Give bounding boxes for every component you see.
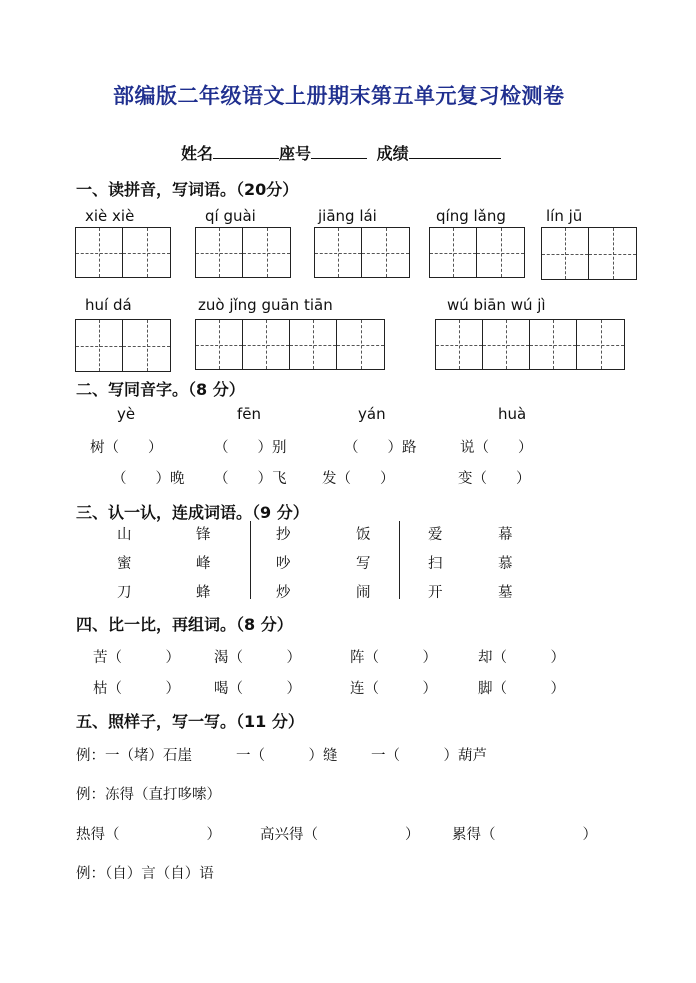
word-compare-item[interactable]: 喝（ ）: [214, 681, 301, 697]
de-phrase-question[interactable]: 热得（ ）: [76, 827, 221, 843]
word-compare-item[interactable]: 渴（ ）: [214, 650, 301, 666]
pinyin-hua: huà: [498, 405, 527, 423]
writing-grid-qiguai[interactable]: [195, 227, 291, 278]
seat-blank[interactable]: [311, 142, 367, 159]
de-phrase-question[interactable]: 高兴得（ ）: [260, 827, 420, 843]
match-char[interactable]: 墓: [498, 585, 513, 601]
writing-grid-qinglang[interactable]: [429, 227, 525, 278]
word-compare-item[interactable]: 脚（ ）: [478, 681, 565, 697]
score-label: 成绩: [376, 144, 409, 163]
homophone-item[interactable]: 发（ ）: [322, 471, 395, 487]
match-char[interactable]: 闹: [356, 585, 371, 601]
pinyin-qinglang: qíng lǎng: [436, 207, 506, 225]
match-char[interactable]: 吵: [276, 556, 291, 572]
pinyin-fen: fēn: [237, 405, 262, 423]
example-idiom: 例：（自）言（自）语: [76, 866, 214, 882]
match-char[interactable]: 山: [117, 527, 132, 543]
match-char[interactable]: 扫: [428, 556, 443, 572]
writing-grid-xiexie[interactable]: [75, 227, 171, 278]
match-char[interactable]: 蜂: [196, 585, 211, 601]
match-char[interactable]: 饭: [356, 527, 371, 543]
pinyin-jianglai: jiāng lái: [318, 207, 377, 225]
word-compare-item[interactable]: 阵（ ）: [350, 650, 437, 666]
section4-heading: 四、比一比，再组词。（8 分）: [76, 615, 293, 634]
measure-word-question[interactable]: 一（ ）葫芦: [371, 748, 487, 764]
name-label: 姓名: [181, 144, 214, 163]
homophone-item[interactable]: （ ）飞: [214, 471, 287, 487]
group-divider: [399, 521, 400, 599]
writing-grid-huida[interactable]: [75, 319, 171, 372]
group-divider: [250, 521, 251, 599]
pinyin-xiexie: xiè xiè: [85, 207, 135, 225]
match-char[interactable]: 峰: [196, 556, 211, 572]
homophone-item[interactable]: （ ）别: [214, 440, 287, 456]
word-compare-item[interactable]: 苦（ ）: [93, 650, 180, 666]
match-char[interactable]: 写: [356, 556, 371, 572]
pinyin-linju: lín jū: [546, 207, 583, 225]
pinyin-zuojingguantian: zuò jǐng guān tiān: [198, 296, 333, 314]
pinyin-qiguai: qí guài: [205, 207, 256, 225]
pinyin-ye: yè: [117, 405, 136, 423]
homophone-item[interactable]: 变（ ）: [458, 471, 531, 487]
pinyin-huida: huí dá: [85, 296, 132, 314]
score-blank[interactable]: [409, 142, 501, 159]
homophone-item[interactable]: 树（ ）: [90, 440, 163, 456]
name-blank[interactable]: [213, 142, 279, 159]
match-char[interactable]: 慕: [498, 556, 513, 572]
match-char[interactable]: 蜜: [117, 556, 132, 572]
section1-heading: 一、读拼音，写词语。（20分）: [76, 180, 299, 199]
writing-grid-linju[interactable]: [541, 227, 637, 280]
example-de-phrase: 例：冻得（直打哆嗦）: [76, 787, 221, 803]
match-char[interactable]: 幕: [498, 527, 513, 543]
match-char[interactable]: 开: [428, 585, 443, 601]
writing-grid-zuojingguantian[interactable]: [195, 319, 385, 370]
pinyin-yan: yán: [358, 405, 386, 423]
word-compare-item[interactable]: 连（ ）: [350, 681, 437, 697]
seat-label: 座号: [279, 144, 312, 163]
example-measure-word: 例：一（堵）石崖: [76, 748, 192, 764]
match-char[interactable]: 爱: [428, 527, 443, 543]
section5-heading: 五、照样子，写一写。（11 分）: [76, 712, 304, 731]
match-char[interactable]: 炒: [276, 585, 291, 601]
homophone-item[interactable]: （ ）晚: [112, 471, 185, 487]
section2-heading: 二、写同音字。（8 分）: [76, 380, 245, 399]
section3-heading: 三、认一认，连成词语。（9 分）: [76, 503, 309, 522]
de-phrase-question[interactable]: 累得（ ）: [452, 827, 597, 843]
match-char[interactable]: 刀: [117, 585, 132, 601]
match-char[interactable]: 锋: [196, 527, 211, 543]
student-info-line: [181, 141, 501, 164]
pinyin-wubianwuji: wú biān wú jì: [447, 296, 546, 314]
word-compare-item[interactable]: 枯（ ）: [93, 681, 180, 697]
word-compare-item[interactable]: 却（ ）: [478, 650, 565, 666]
page-title: 部编版二年级语文上册期末第五单元复习检测卷: [113, 84, 565, 108]
match-char[interactable]: 抄: [276, 527, 291, 543]
homophone-item[interactable]: （ ）路: [344, 440, 417, 456]
measure-word-question[interactable]: 一（ ）缝: [236, 748, 338, 764]
writing-grid-wubianwuji[interactable]: [435, 319, 625, 370]
writing-grid-jianglai[interactable]: [314, 227, 410, 278]
homophone-item[interactable]: 说（ ）: [460, 440, 533, 456]
